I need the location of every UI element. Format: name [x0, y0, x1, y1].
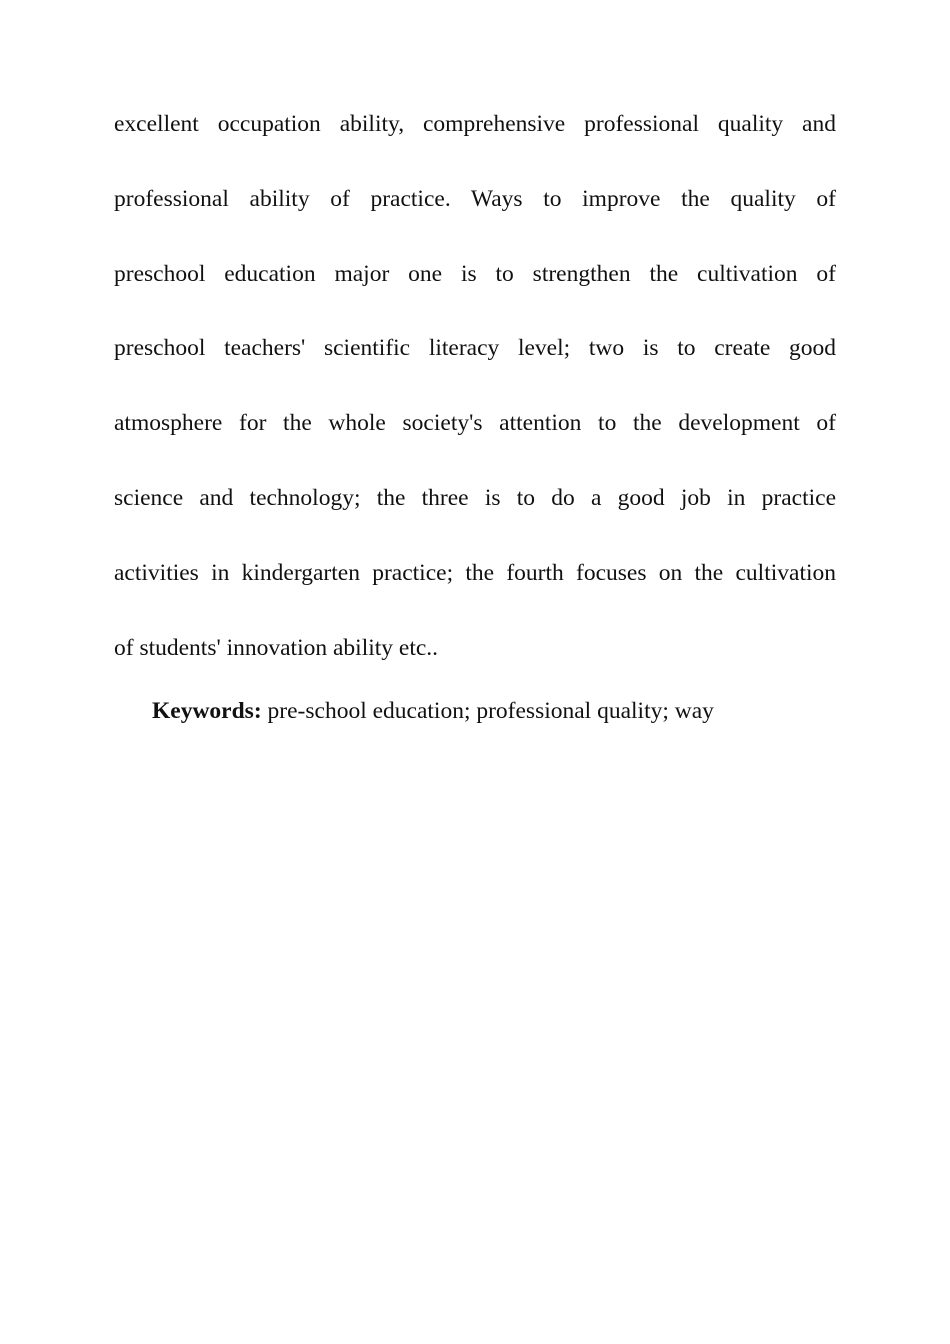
abstract-line: science and technology; the three is to do a good job in practice	[114, 484, 836, 511]
abstract-line: atmosphere for the whole society's attention to the development of	[114, 410, 836, 437]
keywords-paragraph	[152, 693, 714, 729]
keywords-label: Keywords:	[152, 698, 262, 724]
abstract-line: preschool education major one is to strengthen the cultivation of	[114, 260, 836, 287]
keywords-text: pre-school education; professional quality; way	[261, 698, 714, 724]
abstract-body	[114, 87, 836, 685]
abstract-line: professional ability of practice. Ways to improve the quality of	[114, 185, 836, 212]
abstract-line: activities in kindergarten practice; the fourth focuses on the cultivation	[114, 559, 836, 586]
abstract-line: preschool teachers' scientific literacy level; two is to create good	[114, 335, 836, 362]
abstract-line: excellent occupation ability, comprehensive professional quality and	[114, 111, 836, 137]
abstract-line: of students' innovation ability etc..	[114, 634, 439, 661]
